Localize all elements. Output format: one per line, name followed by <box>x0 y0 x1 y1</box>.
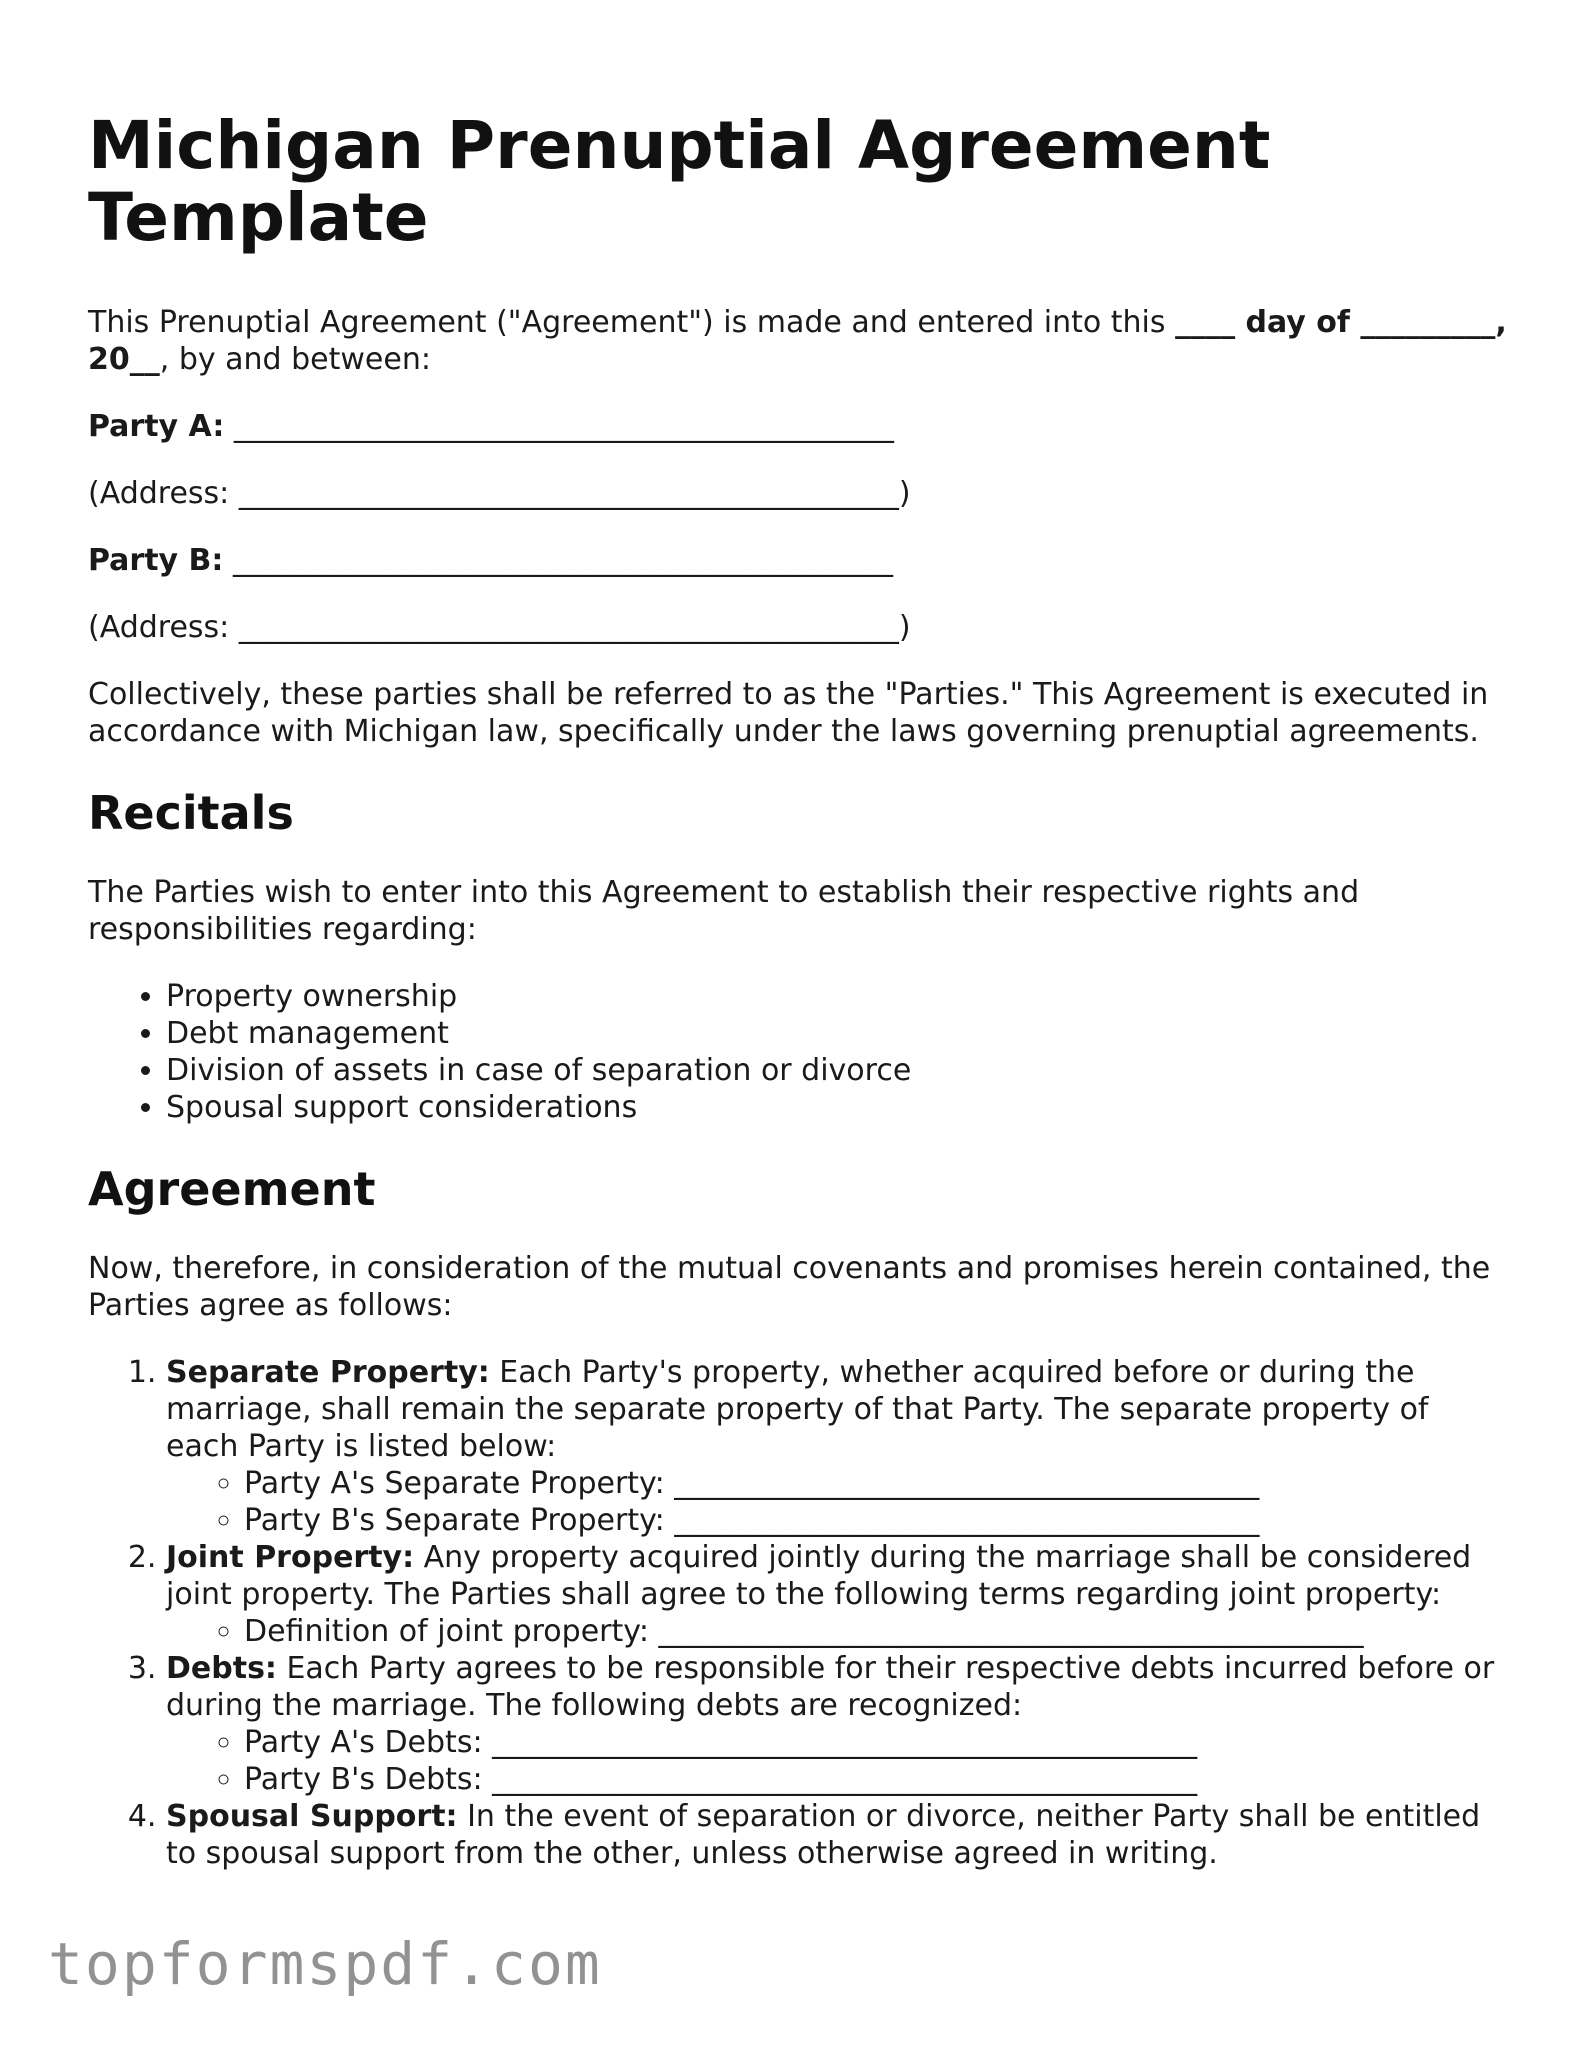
watermark: topformspdf.com <box>48 1930 602 1998</box>
list-item: ◦ Definition of joint property: _______________________________________________ <box>244 1613 1508 1650</box>
agreement-paragraph: Now, therefore, in consideration of the mutual covenants and promises herein contained, the Parties agree as follows: <box>88 1251 1491 1323</box>
term-joint-property <box>166 1539 1508 1650</box>
recitals-heading: Recitals <box>88 786 294 840</box>
agreement-terms-list <box>88 1354 1508 1872</box>
recitals-list <box>88 978 1508 1126</box>
party-b-address: (Address: ____________________________________________) <box>88 610 911 645</box>
collective-paragraph: Collectively, these parties shall be referred to as the "Parties." This Agreement is executed in accordance with Michigan law, specifically under the laws governing prenuptial agreements. <box>88 677 1489 749</box>
list-item: ◦ Party A's Separate Property: _______________________________________ <box>244 1465 1508 1502</box>
list-item: • Property ownership <box>166 978 1508 1015</box>
intro-date-blank: ____ day of _________, 20__ <box>88 305 1507 377</box>
term-label: Debts: <box>166 1651 277 1686</box>
term-text: In the event of separation or divorce, neither Party shall be entitled to spousal support from the other, unless otherwise agreed in writing. <box>166 1799 1481 1871</box>
intro-tail: , by and between: <box>159 342 431 377</box>
list-item: • Debt management <box>166 1015 1508 1052</box>
list-item: • Spousal support considerations <box>166 1089 1508 1126</box>
party-b-label: Party B: <box>88 543 224 578</box>
party-b-blank: ____________________________________________ <box>223 543 893 578</box>
term-label: Joint Property: <box>166 1540 415 1575</box>
term-debts <box>166 1650 1508 1798</box>
term-text: Any property acquired jointly during the marriage shall be considered joint property. The Parties shall agree to the following terms regarding joint property: <box>166 1540 1472 1612</box>
term-separate-property <box>166 1354 1508 1539</box>
term-text: Each Party agrees to be responsible for their respective debts incurred before or during the marriage. The following debts are recognized: <box>166 1651 1495 1723</box>
party-b-line <box>88 542 1508 579</box>
party-a-label: Party A: <box>88 409 225 444</box>
party-a-address: (Address: ____________________________________________) <box>88 476 911 511</box>
agreement-heading: Agreement <box>88 1162 376 1216</box>
list-item: • Division of assets in case of separation or divorce <box>166 1052 1508 1089</box>
list-item: ◦ Party B's Separate Property: _______________________________________ <box>244 1502 1508 1539</box>
party-a-line <box>88 408 1508 445</box>
party-a-blank: ____________________________________________ <box>224 409 894 444</box>
term-label: Separate Property: <box>166 1355 490 1390</box>
intro-text: This Prenuptial Agreement ("Agreement") is made and entered into this <box>88 305 1176 340</box>
list-item: ◦ Party A's Debts: _______________________________________________ <box>244 1724 1508 1761</box>
term-spousal-support <box>166 1798 1508 1872</box>
document-page <box>88 107 1508 1872</box>
term-text: Each Party's property, whether acquired before or during the marriage, shall remain the separate property of that Party. The separate property of each Party is listed below: <box>166 1355 1429 1464</box>
recitals-paragraph: The Parties wish to enter into this Agreement to establish their respective rights and responsibilities regarding: <box>88 875 1360 947</box>
list-item: ◦ Party B's Debts: _______________________________________________ <box>244 1761 1508 1798</box>
document-title: Michigan Prenuptial Agreement Template <box>88 107 1271 256</box>
term-label: Spousal Support: <box>166 1799 458 1834</box>
intro-paragraph <box>88 304 1508 378</box>
